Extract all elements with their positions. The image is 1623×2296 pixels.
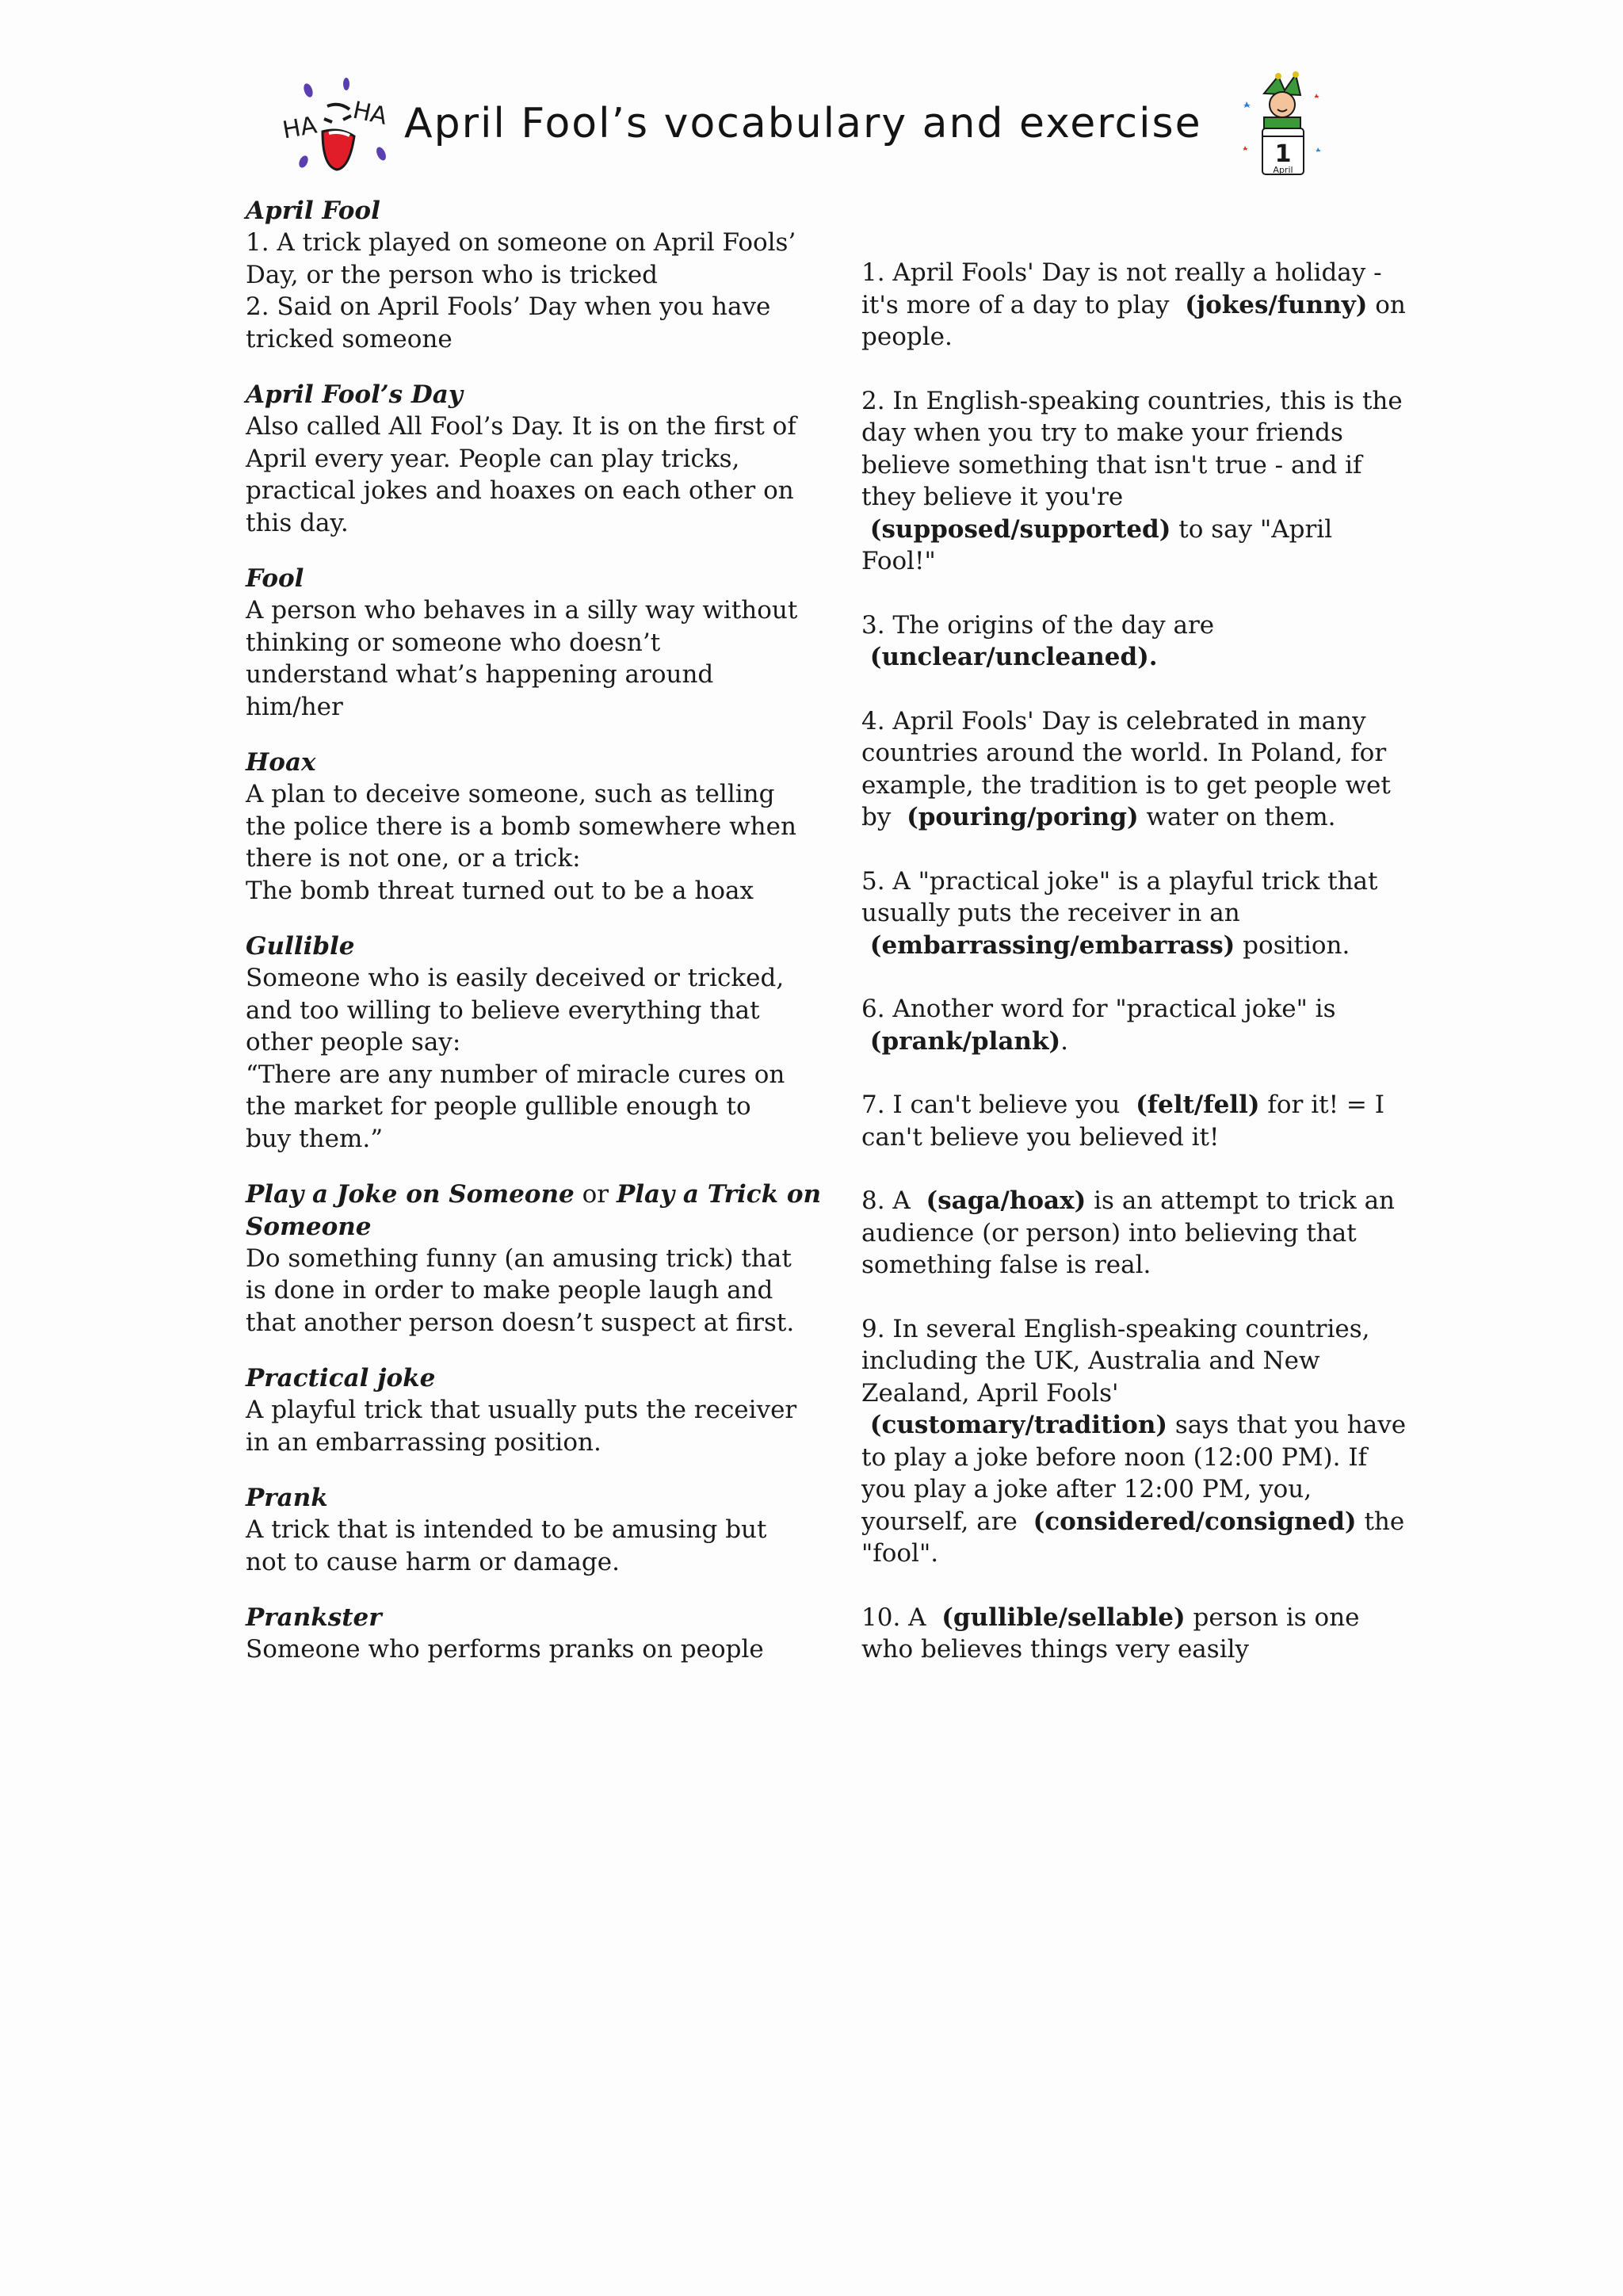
- question-line: [861, 289, 1406, 322]
- question-line: you play a joke after 12:00 PM, you,: [861, 1475, 1312, 1503]
- question-line: including the UK, Australia and New: [861, 1347, 1320, 1375]
- exercise-question-9: [861, 1313, 1407, 1570]
- exercise-question-7: [861, 1089, 1400, 1153]
- vocab-term: Hoax: [246, 748, 316, 777]
- vocab-term-connector: or: [574, 1180, 617, 1209]
- question-text: on: [1367, 290, 1406, 319]
- vocab-definition-line: him/her: [246, 692, 343, 721]
- question-line: who believes things very easily: [861, 1635, 1250, 1664]
- question-line: example, the tradition is to get people wet: [861, 770, 1391, 800]
- vocab-definition-line: 1. A trick played on someone on April Fools’: [246, 228, 796, 257]
- question-text: yourself, are: [861, 1507, 1033, 1536]
- question-line: Fool!": [861, 547, 936, 575]
- answer-options[interactable]: (customary/tradition): [861, 1411, 1168, 1439]
- svg-text:HA: HA: [350, 96, 390, 131]
- question-text: says that you have: [1167, 1411, 1407, 1439]
- vocab-term: Someone: [246, 1212, 372, 1241]
- vocab-definition-line: Also called All Fool’s Day. It is on the first of: [246, 412, 796, 441]
- vocab-entry-fool: [246, 563, 798, 723]
- vocab-definition-line: 2. Said on April Fools’ Day when you have: [246, 292, 771, 321]
- vocab-example-line: “There are any number of miracle cures on: [246, 1060, 785, 1089]
- question-line: 9. In several English-speaking countries,: [861, 1314, 1370, 1343]
- vocab-definition-line: April every year. People can play tricks,: [246, 444, 740, 473]
- exercise-question-6: [861, 993, 1400, 1057]
- question-text: 7. I can't believe you: [861, 1091, 1136, 1119]
- exercise-question-10: [861, 1602, 1400, 1666]
- question-text: to say "April: [1170, 514, 1333, 544]
- exercise-question-4: [861, 705, 1400, 834]
- question-line: 4. April Fools' Day is celebrated in many: [861, 706, 1366, 735]
- question-text: 8. A: [861, 1186, 926, 1215]
- vocab-definition-line: Someone who performs pranks on people: [246, 1635, 764, 1664]
- laughing-face-icon: [280, 74, 399, 178]
- vocab-term: Fool: [246, 564, 304, 593]
- vocab-term: April Fool: [246, 197, 380, 225]
- question-line: [861, 1026, 1400, 1058]
- vocab-definition-line: and too willing to believe everything that: [246, 995, 760, 1025]
- exercise-question-5: [861, 865, 1400, 962]
- question-line: [861, 1506, 1405, 1538]
- question-line: to play a joke before noon (12:00 PM). If: [861, 1442, 1368, 1472]
- vocab-definition-line: that another person doesn’t suspect at first.: [246, 1308, 795, 1337]
- question-line: [861, 930, 1400, 962]
- vocab-definition-line: A trick that is intended to be amusing but: [246, 1515, 767, 1544]
- calendar-day: 1: [1274, 140, 1292, 168]
- question-text: position.: [1235, 930, 1350, 960]
- vocab-definition-line: is done in order to make people laugh and: [246, 1276, 773, 1305]
- question-line: [861, 1602, 1400, 1634]
- question-line: 3. The origins of the day are: [861, 610, 1215, 640]
- vocab-definition-line: tricked someone: [246, 324, 453, 353]
- page-title: April Fool’s vocabulary and exercise: [404, 100, 1202, 147]
- vocab-term: Gullible: [246, 932, 355, 961]
- vocab-entry-prank: [246, 1482, 785, 1578]
- answer-options[interactable]: (supposed/supported): [861, 514, 1171, 544]
- question-line: [861, 1185, 1400, 1217]
- vocab-example-line: the market for people gullible enough to: [246, 1092, 751, 1121]
- question-text: the: [1356, 1507, 1405, 1536]
- calendar-month: April: [1273, 165, 1293, 175]
- jester-calendar-icon: [1240, 70, 1327, 181]
- vocab-definition-line: not to cause harm or damage.: [246, 1547, 620, 1576]
- question-line: audience (or person) into believing that: [861, 1218, 1357, 1247]
- question-line: "fool".: [861, 1539, 939, 1568]
- question-line: people.: [861, 323, 953, 351]
- vocab-term: Prankster: [246, 1603, 382, 1632]
- vocab-definition-line: thinking or someone who doesn’t: [246, 628, 661, 657]
- vocab-entry-play-a-joke: [246, 1179, 822, 1339]
- vocab-term: Play a Trick on: [616, 1180, 822, 1209]
- answer-options[interactable]: (unclear/uncleaned).: [861, 643, 1158, 671]
- vocab-term: Prank: [246, 1484, 328, 1512]
- question-line: 5. A "practical joke" is a playful trick that: [861, 866, 1378, 896]
- question-line: they believe it you're: [861, 483, 1124, 511]
- exercise-column: [861, 257, 1407, 1698]
- vocab-entry-gullible: [246, 930, 785, 1155]
- question-line: [861, 1409, 1407, 1442]
- answer-options[interactable]: (gullible/sellable): [941, 1603, 1186, 1632]
- question-text: by: [861, 803, 907, 831]
- vocab-entry-april-fool: [246, 195, 796, 355]
- vocab-definition-line: there is not one, or a trick:: [246, 844, 581, 873]
- worksheet-header: [273, 70, 1335, 181]
- vocab-term: April Fool’s Day: [246, 380, 463, 409]
- vocab-definition-line: practical jokes and hoaxes on each other on: [246, 476, 794, 505]
- question-text: water on them.: [1138, 803, 1336, 831]
- vocab-definition-line: Someone who is easily deceived or tricked,: [246, 964, 785, 992]
- question-line: 6. Another word for "practical joke" is: [861, 995, 1336, 1023]
- question-line: believe something that isn't true - and if: [861, 450, 1362, 479]
- question-text: 10. A: [861, 1603, 942, 1632]
- vocab-definition-line: A playful trick that usually puts the receiver: [246, 1396, 797, 1424]
- vocab-entry-april-fools-day: [246, 379, 796, 539]
- vocab-definition-line: A person who behaves in a silly way without: [246, 596, 798, 625]
- vocab-term-line: [246, 1179, 822, 1211]
- vocab-example-line: The bomb threat turned out to be a hoax: [246, 876, 754, 905]
- answer-options[interactable]: (jokes/funny): [1185, 290, 1368, 319]
- answer-options[interactable]: (felt/fell): [1136, 1091, 1260, 1119]
- question-line: [861, 514, 1400, 546]
- vocab-definition-line: this day.: [246, 508, 349, 537]
- vocab-definition-line: Day, or the person who is tricked: [246, 260, 659, 289]
- vocab-example-line: buy them.”: [246, 1124, 384, 1153]
- question-line: 2. In English-speaking countries, this is the: [861, 386, 1403, 415]
- vocab-entry-hoax: [246, 747, 796, 907]
- question-line: day when you try to make your friends: [861, 418, 1343, 447]
- exercise-question-1: [861, 257, 1406, 353]
- vocab-term: Play a Joke on Someone: [246, 1180, 575, 1209]
- svg-text:HA: HA: [280, 111, 319, 145]
- question-text: is an attempt to trick an: [1086, 1186, 1396, 1215]
- vocab-definition-line: other people say:: [246, 1028, 461, 1056]
- vocab-definition-line: Do something funny (an amusing trick) that: [246, 1244, 792, 1273]
- question-line: something false is real.: [861, 1251, 1151, 1279]
- exercise-question-2: [861, 385, 1403, 578]
- question-text: person is one: [1185, 1603, 1360, 1632]
- answer-options[interactable]: (embarrassing/embarrass): [861, 930, 1235, 960]
- question-text: .: [1060, 1026, 1068, 1056]
- answer-options[interactable]: (saga/hoax): [926, 1186, 1086, 1215]
- question-line: usually puts the receiver in an: [861, 899, 1240, 927]
- vocab-term: Practical joke: [246, 1364, 436, 1392]
- question-line: can't believe you believed it!: [861, 1122, 1220, 1152]
- exercise-question-8: [861, 1185, 1400, 1282]
- question-line: 1. April Fools' Day is not really a holiday -: [861, 258, 1382, 287]
- vocab-entry-practical-joke: [246, 1362, 797, 1458]
- answer-options[interactable]: (pouring/poring): [907, 803, 1139, 831]
- vocab-definition-line: the police there is a bomb somewhere when: [246, 812, 796, 841]
- vocab-definition-line: understand what’s happening around: [246, 660, 714, 689]
- question-line: [861, 1089, 1400, 1121]
- vocab-entry-prankster: [246, 1602, 785, 1666]
- answer-options[interactable]: (prank/plank): [861, 1026, 1061, 1056]
- vocabulary-column: [246, 195, 822, 1690]
- question-line: countries around the world. In Poland, for: [861, 739, 1387, 767]
- question-text: for it! = I: [1259, 1091, 1384, 1119]
- question-line: [861, 801, 1400, 834]
- vocab-definition-line: A plan to deceive someone, such as telling: [246, 780, 775, 808]
- answer-options[interactable]: (considered/consigned): [1033, 1507, 1357, 1536]
- question-line: Zealand, April Fools': [861, 1378, 1119, 1408]
- exercise-question-3: [861, 609, 1400, 674]
- question-text: it's more of a day to play: [861, 290, 1186, 319]
- vocab-definition-line: in an embarrassing position.: [246, 1427, 601, 1457]
